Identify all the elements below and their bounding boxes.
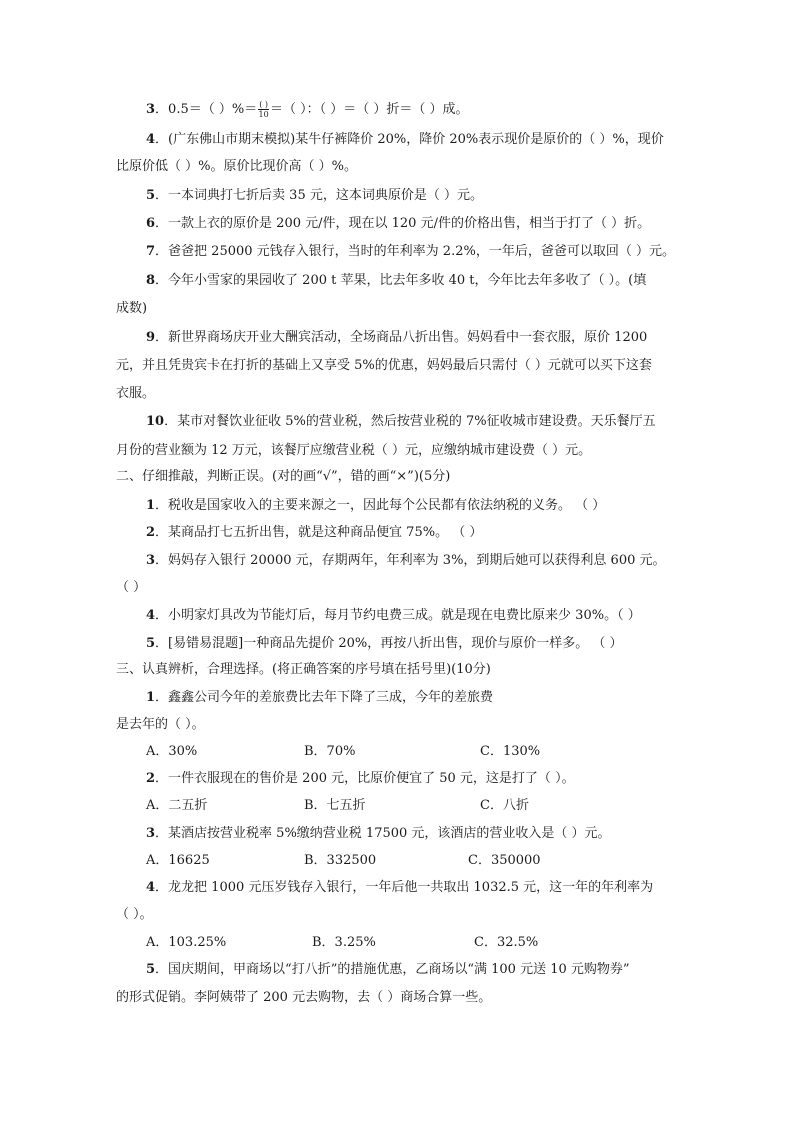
fraction-numerator: ( ) bbox=[259, 100, 269, 109]
option-c: C．八折 bbox=[480, 798, 529, 813]
option-b: B．3.25% bbox=[312, 935, 376, 950]
question-1-9-line1 bbox=[146, 329, 647, 347]
fraction bbox=[258, 100, 269, 119]
question-text: ．某商品打七五折出售，就是这种商品便宜 75%。 （ ） bbox=[155, 525, 483, 540]
fraction-denominator: 10 bbox=[258, 110, 269, 119]
question-1-4-line2: 比原价低（ ）%。原价比现价高（ ）%。 bbox=[116, 159, 357, 174]
question-number: 5 bbox=[146, 188, 156, 203]
question-1-7 bbox=[146, 243, 675, 261]
option-b: B．七五折 bbox=[304, 798, 366, 813]
question-2-2 bbox=[146, 524, 482, 542]
question-text: ＝（ ）：（ ）＝（ ）折＝（ ）成。 bbox=[270, 102, 469, 117]
question-number: 3 bbox=[146, 553, 156, 568]
question-number: 4 bbox=[146, 132, 156, 147]
question-2-3-line2: （ ） bbox=[116, 580, 147, 595]
question-number: 6 bbox=[146, 216, 156, 231]
question-3-5-line1 bbox=[146, 961, 630, 979]
question-number: 5 bbox=[146, 636, 156, 651]
question-3-2 bbox=[146, 770, 575, 788]
question-3-4-line1 bbox=[146, 879, 653, 897]
question-number: 9 bbox=[146, 330, 156, 345]
question-3-1-line2: 是去年的（ ）。 bbox=[116, 717, 205, 732]
question-3-4-line2: （ ）。 bbox=[116, 907, 153, 922]
question-2-1 bbox=[146, 497, 605, 515]
question-number: 1 bbox=[146, 498, 156, 513]
section-heading-3: 三、认真辨析，合理选择。(将正确答案的序号填在括号里)(10分) bbox=[116, 662, 491, 677]
question-text: ．今年小雪家的果园收了 200 t 苹果，比去年多收 40 t，今年比去年多收了（ ）。(填 bbox=[155, 273, 647, 288]
question-3-3 bbox=[146, 825, 611, 843]
option-a: A．30% bbox=[146, 744, 198, 759]
question-number: 2 bbox=[146, 525, 156, 540]
question-text: ．一本词典打七折后卖 35 元，这本词典原价是（ ）元。 bbox=[155, 188, 483, 203]
question-1-10-line2: 月份的营业额为 12 万元，该餐厅应缴营业税（ ）元，应缴纳城市建设费（ ）元。 bbox=[116, 443, 592, 458]
question-1-5 bbox=[146, 187, 483, 205]
option-c: C．350000 bbox=[468, 853, 541, 868]
option-c: C．130% bbox=[480, 744, 541, 759]
question-text: ．小明家灯具改为节能灯后，每月节约电费三成。就是现在电费比原来少 30%。（ ） bbox=[155, 608, 641, 623]
question-number: 8 bbox=[146, 273, 156, 288]
question-1-10-line1 bbox=[146, 413, 656, 431]
question-number: 1 bbox=[146, 690, 156, 705]
question-text: ．某市对餐饮业征收 5%的营业税，然后按营业税的 7%征收城市建设费。天乐餐厅五 bbox=[164, 414, 656, 429]
question-1-6 bbox=[146, 215, 650, 233]
question-text: ．龙龙把 1000 元压岁钱存入银行，一年后他一共取出 1032.5 元，这一年的年利率为 bbox=[155, 880, 654, 895]
option-a: A．二五折 bbox=[146, 798, 208, 813]
question-number: 3 bbox=[146, 826, 156, 841]
option-b: B．70% bbox=[304, 744, 356, 759]
question-text: ．国庆期间，甲商场以“打八折”的措施优惠，乙商场以“满 100 元送 10 元购物券” bbox=[155, 962, 630, 977]
question-2-5 bbox=[146, 635, 622, 653]
question-1-9-line3: 衣服。 bbox=[116, 386, 156, 401]
question-text: ．爸爸把 25000 元钱存入银行，当时的年利率为 2.2%，一年后，爸爸可以取回（ ）元。 bbox=[155, 244, 675, 259]
question-number: 7 bbox=[146, 244, 156, 259]
section-heading-2: 二、仔细推敲，判断正误。(对的画“√”，错的画“×”)(5分) bbox=[116, 469, 451, 484]
question-number: 4 bbox=[146, 880, 156, 895]
question-2-4 bbox=[146, 607, 641, 625]
question-number: 3 bbox=[146, 102, 156, 117]
option-b: B．332500 bbox=[304, 853, 377, 868]
question-text: ．新世界商场庆开业大酬宾活动，全场商品八折出售。妈妈看中一套衣服，原价 1200 bbox=[155, 330, 648, 345]
question-1-8-line2: 成数) bbox=[116, 301, 148, 316]
question-text: ．鑫鑫公司今年的差旅费比去年下降了三成，今年的差旅费 bbox=[155, 690, 494, 705]
question-number: 2 bbox=[146, 771, 156, 786]
question-3-1-line1 bbox=[146, 689, 493, 707]
question-text: ．税收是国家收入的主要来源之一，因此每个公民都有依法纳税的义务。 （ ） bbox=[155, 498, 606, 513]
question-1-4-line1 bbox=[146, 131, 664, 149]
question-text: ．0.5＝（ ）%＝ bbox=[155, 102, 258, 117]
question-text: ．某酒店按营业税率 5%缴纳营业税 17500 元，该酒店的营业收入是（ ）元。 bbox=[155, 826, 611, 841]
option-a: A．103.25% bbox=[146, 935, 227, 950]
option-a: A．16625 bbox=[146, 853, 210, 868]
question-1-8-line1 bbox=[146, 272, 646, 290]
question-3-5-line2: 的形式促销。李阿姨带了 200 元去购物，去（ ）商场合算一些。 bbox=[116, 990, 492, 1005]
question-text: ．一款上衣的原价是 200 元/件，现在以 120 元/件的价格出售，相当于打了（ ）折。 bbox=[155, 216, 651, 231]
question-text: ．妈妈存入银行 20000 元，存期两年，年利率为 3%，到期后她可以获得利息 600 元。 bbox=[155, 553, 666, 568]
question-text: ．一件衣服现在的售价是 200 元，比原价便宜了 50 元，这是打了（ ）。 bbox=[155, 771, 575, 786]
question-1-3 bbox=[146, 100, 469, 119]
option-c: C．32.5% bbox=[474, 935, 539, 950]
question-number: 4 bbox=[146, 608, 156, 623]
question-text: ．(广东佛山市期末模拟)某牛仔裤降价 20%，降价 20%表示现价是原价的（ ）%，现价 bbox=[155, 132, 664, 147]
question-text: ．[易错易混题]一种商品先提价 20%，再按八折出售，现价与原价一样多。 （ ） bbox=[155, 636, 623, 651]
question-2-3-line1 bbox=[146, 552, 666, 570]
question-1-9-line2: 元，并且凭贵宾卡在打折的基础上又享受 5%的优惠，妈妈最后只需付（ ）元就可以买下这套 bbox=[116, 358, 652, 373]
question-number: 10 bbox=[146, 414, 165, 429]
question-number: 5 bbox=[146, 962, 156, 977]
